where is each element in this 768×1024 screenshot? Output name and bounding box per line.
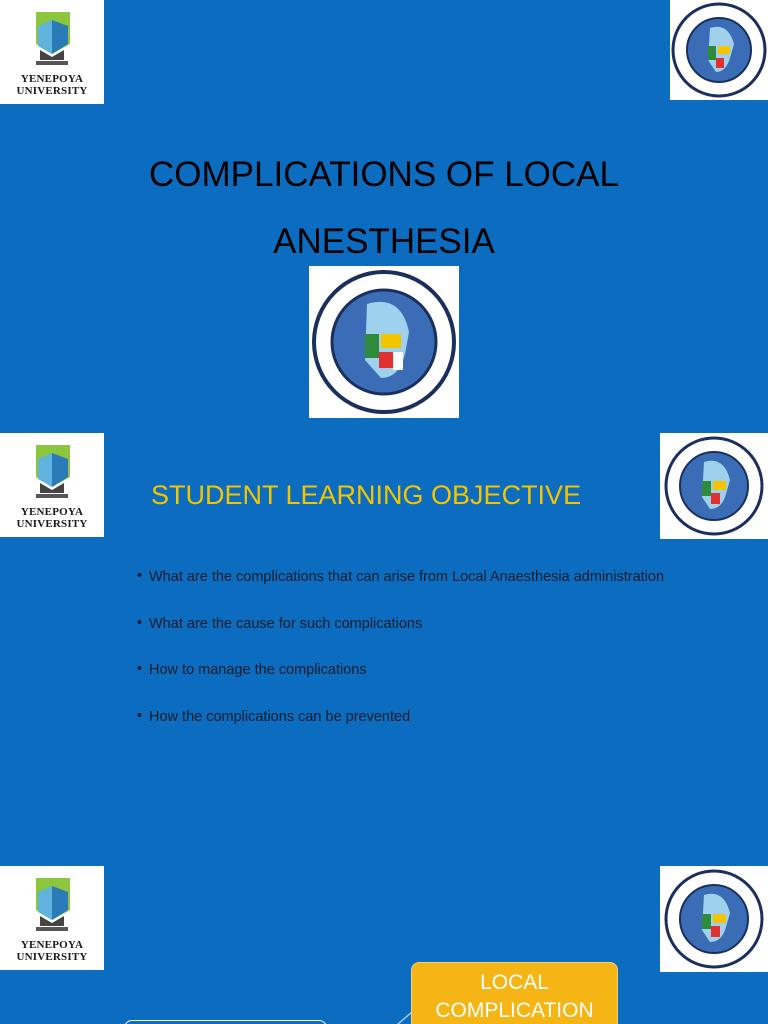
department-logo-right xyxy=(660,866,768,972)
slide-2-heading: STUDENT LEARNING OBJECTIVE xyxy=(151,480,582,510)
local-complication-box xyxy=(411,962,618,1024)
department-logo-center xyxy=(309,266,459,418)
university-logo xyxy=(0,0,104,104)
university-name-line1: YENEPOYA xyxy=(20,506,84,518)
university-name-line2: UNIVERSITY xyxy=(16,951,88,963)
objective-item: • How to manage the complications xyxy=(137,662,664,709)
department-seal-icon xyxy=(660,433,768,539)
bottom-node-box xyxy=(124,1020,327,1024)
box-label-line2: COMPLICATION xyxy=(435,999,594,1022)
department-seal-icon xyxy=(670,0,768,100)
department-seal-icon xyxy=(309,266,459,418)
department-logo-right xyxy=(660,433,768,539)
objective-item: • What are the complications that can arise from Local Anaesthesia administration xyxy=(137,569,664,616)
university-logo xyxy=(0,433,104,537)
university-name-line1: YENEPOYA xyxy=(20,73,84,85)
department-logo-top-right xyxy=(670,0,768,100)
slide-1-title-line1: COMPLICATIONS OF LOCAL xyxy=(149,155,619,194)
department-seal-icon xyxy=(660,866,768,972)
objectives-list xyxy=(137,569,664,755)
objective-item: • How the complications can be prevented xyxy=(137,709,664,756)
slide-3 xyxy=(0,865,768,1024)
university-name-line1: YENEPOYA xyxy=(20,939,84,951)
university-name-line2: UNIVERSITY xyxy=(16,85,88,97)
objective-item: • What are the cause for such complications xyxy=(137,616,664,663)
box-label-line1: LOCAL xyxy=(480,971,549,994)
university-logo xyxy=(0,866,104,970)
university-name-line2: UNIVERSITY xyxy=(16,518,88,530)
slide-1-title-line2: ANESTHESIA xyxy=(273,222,495,261)
slide-1 xyxy=(0,0,768,424)
